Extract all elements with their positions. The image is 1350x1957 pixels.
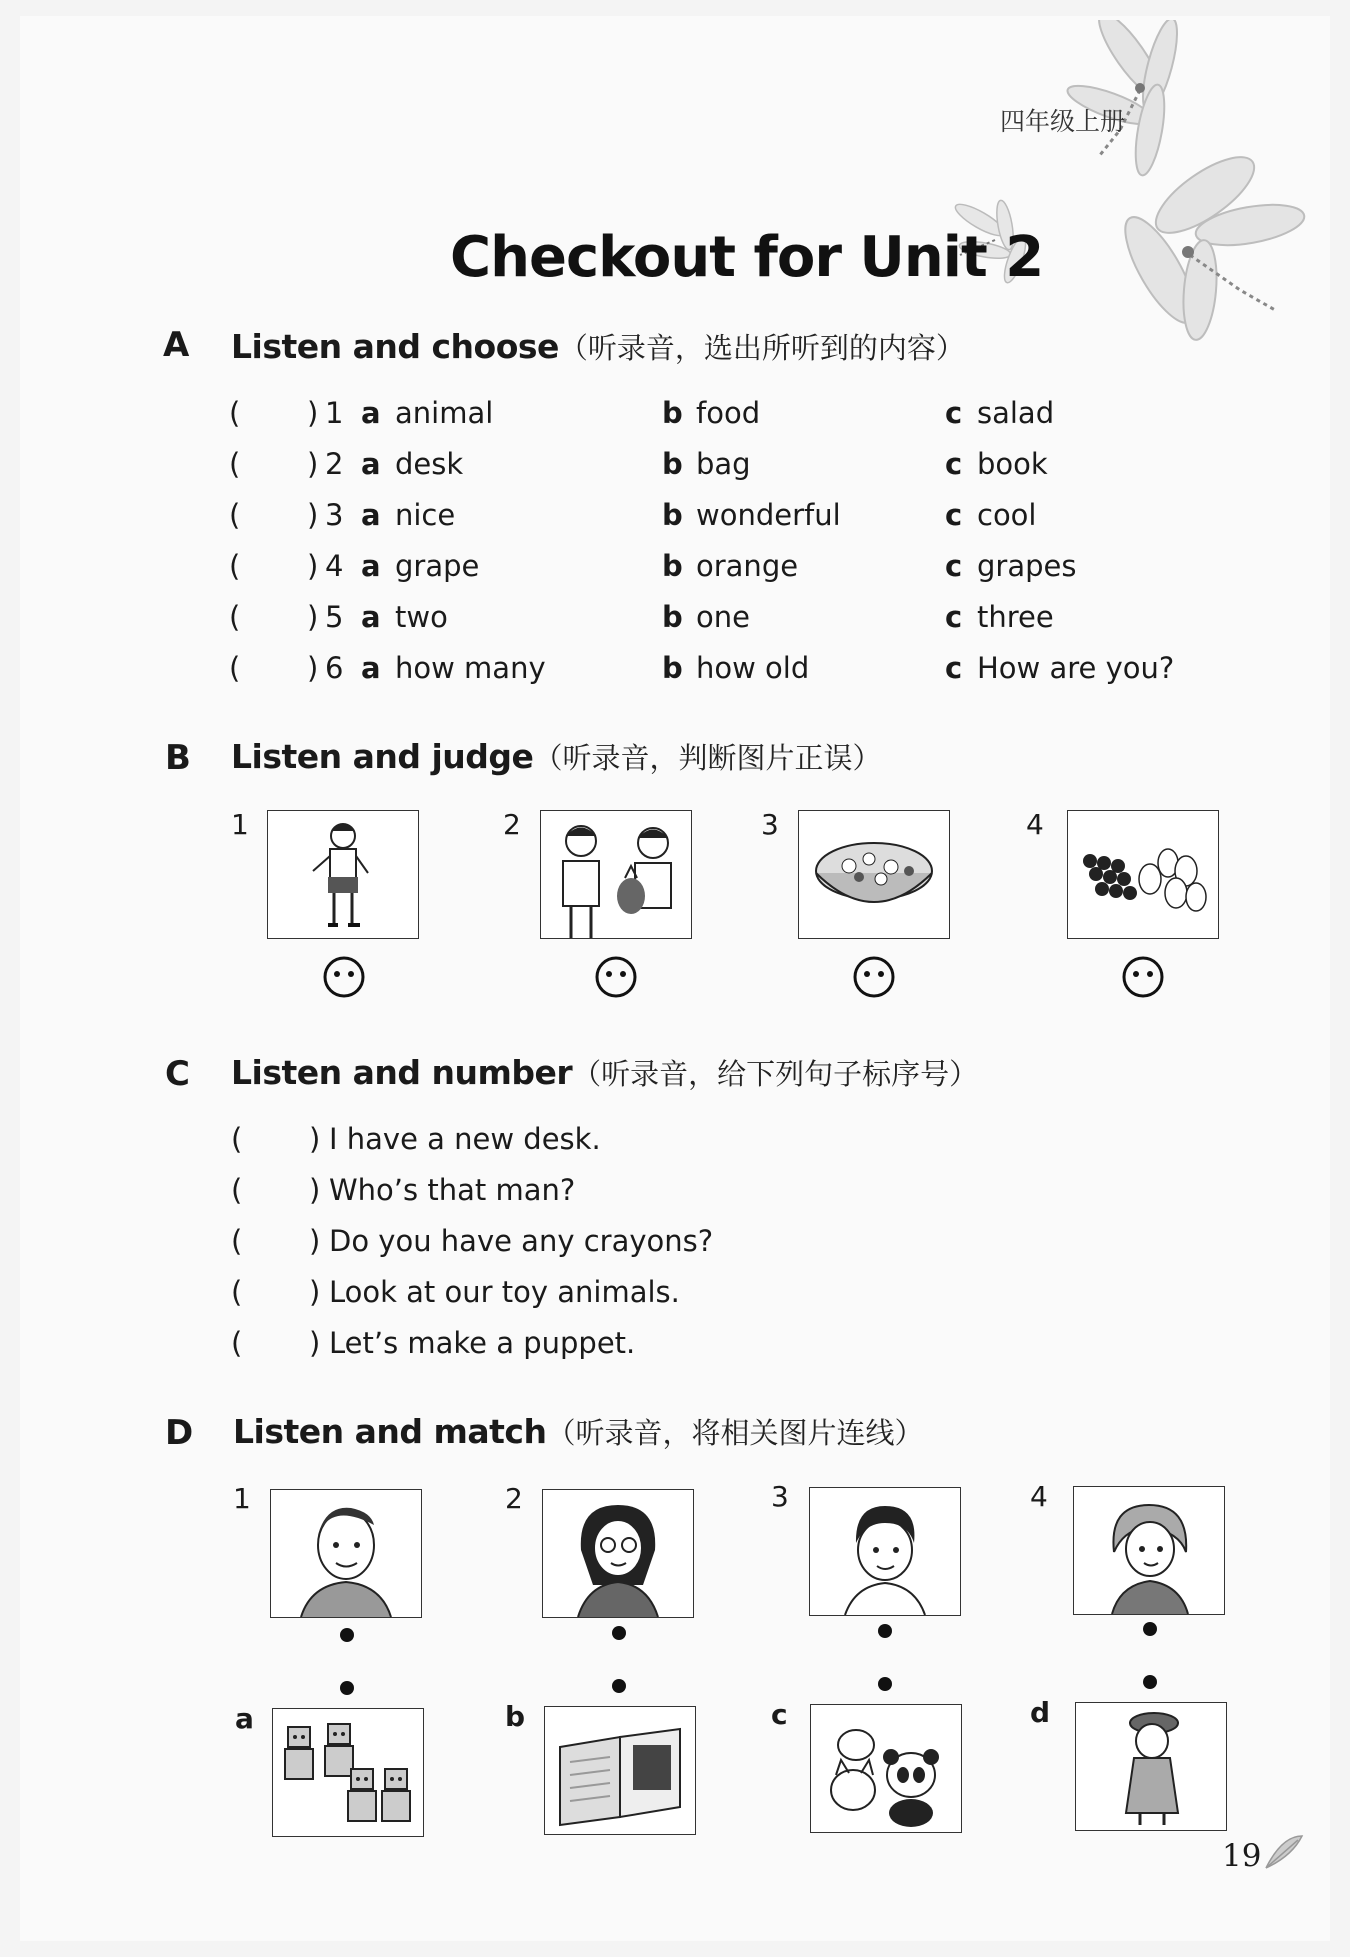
sentence-text: I have a new desk. (329, 1122, 601, 1156)
option-letter: c (945, 498, 963, 532)
choice-row (229, 541, 1229, 592)
choice-row (229, 439, 1229, 490)
smiley-face-icon (322, 955, 366, 999)
number-blank-close: ) (309, 1224, 321, 1258)
option-c-text: salad (977, 396, 1055, 430)
section-letter: C (165, 1054, 190, 1094)
section-c-letter (165, 1054, 190, 1094)
choice-row (229, 643, 1229, 694)
two-boys-pineapple-illustration (540, 810, 692, 939)
figure-number: 3 (761, 808, 779, 841)
option-c-text: cool (977, 498, 1037, 532)
number-blank-close: ) (309, 1275, 321, 1309)
section-title: Listen and judge (231, 737, 534, 776)
option-c-text: grapes (977, 549, 1077, 583)
section-b-letter (165, 738, 191, 778)
match-dot[interactable] (612, 1626, 626, 1640)
option-letter: c (945, 447, 963, 481)
page-number: 19 (1222, 1838, 1262, 1874)
smiley-face-icon (852, 955, 896, 999)
answer-blank-close: ) (307, 549, 319, 583)
option-b-text: wonderful (696, 498, 841, 532)
option-letter: a (361, 396, 381, 430)
number-blank-open[interactable]: ( (231, 1122, 243, 1156)
answer-blank-close: ) (307, 396, 319, 430)
section-letter: D (165, 1413, 194, 1453)
option-letter: b (662, 447, 683, 481)
answer-blank-close: ) (307, 651, 319, 685)
section-note: （听录音，判断图片正误） (533, 741, 882, 775)
option-c-text: three (977, 600, 1054, 634)
number-blank-open[interactable]: ( (231, 1173, 243, 1207)
option-letter: c (945, 651, 963, 685)
section-note: （听录音，给下列句子标序号） (572, 1057, 979, 1091)
option-label: a (235, 1702, 254, 1735)
section-c-list (231, 1114, 1031, 1369)
option-a-text: how many (395, 651, 546, 685)
toy-animals-illustration (810, 1704, 962, 1833)
figure-number: 4 (1026, 808, 1044, 841)
option-label: c (771, 1698, 788, 1731)
answer-blank-open[interactable]: ( (229, 549, 241, 583)
choice-row (229, 490, 1229, 541)
option-letter: b (662, 498, 683, 532)
option-c-text: book (977, 447, 1048, 481)
section-a-heading (163, 325, 189, 365)
figure-number: 2 (503, 808, 521, 841)
sentence-row (231, 1216, 1031, 1267)
smiley-face-icon (594, 955, 638, 999)
match-dot[interactable] (1143, 1622, 1157, 1636)
sentence-row (231, 1267, 1031, 1318)
sentence-text: Do you have any crayons? (329, 1224, 714, 1258)
number-blank-open[interactable]: ( (231, 1326, 243, 1360)
option-letter: b (662, 549, 683, 583)
option-a-text: desk (395, 447, 464, 481)
option-label: b (505, 1700, 526, 1733)
open-book-illustration (544, 1706, 696, 1835)
item-number: 3 (325, 498, 344, 532)
number-blank-open[interactable]: ( (231, 1224, 243, 1258)
number-blank-close: ) (309, 1326, 321, 1360)
figure-number: 1 (231, 808, 249, 841)
answer-blank-open[interactable]: ( (229, 498, 241, 532)
option-c-text: How are you? (977, 651, 1175, 685)
item-number: 6 (325, 651, 344, 685)
toy-robots-illustration (272, 1708, 424, 1837)
smiley-face-icon (1121, 955, 1165, 999)
section-note: （听录音，将相关图片连线） (546, 1416, 924, 1450)
option-b-text: bag (696, 447, 751, 481)
answer-blank-close: ) (307, 447, 319, 481)
option-letter: a (361, 498, 381, 532)
match-dot[interactable] (340, 1681, 354, 1695)
option-letter: a (361, 447, 381, 481)
match-dot[interactable] (1143, 1675, 1157, 1689)
sentence-text: Look at our toy animals. (329, 1275, 680, 1309)
sentence-row (231, 1318, 1031, 1369)
option-a-text: two (395, 600, 448, 634)
option-a-text: animal (395, 396, 494, 430)
salad-bowl-illustration (798, 810, 950, 939)
option-b-text: one (696, 600, 750, 634)
section-c-title (231, 1052, 978, 1093)
figure-number: 1 (233, 1482, 251, 1515)
option-letter: c (945, 549, 963, 583)
section-note: （听录音，选出所听到的内容） (558, 331, 965, 365)
option-label: d (1030, 1696, 1051, 1729)
item-number: 4 (325, 549, 344, 583)
item-number: 2 (325, 447, 344, 481)
section-letter: B (165, 738, 191, 778)
option-a-text: grape (395, 549, 480, 583)
section-title: Listen and match (233, 1412, 547, 1451)
section-b-title (231, 736, 881, 777)
section-a-list (229, 388, 1229, 694)
number-blank-close: ) (309, 1173, 321, 1207)
answer-blank-close: ) (307, 498, 319, 532)
sentence-row (231, 1114, 1031, 1165)
girl-portrait-illustration (1073, 1486, 1225, 1615)
answer-blank-open[interactable]: ( (229, 396, 241, 430)
option-letter: a (361, 600, 381, 634)
figure-number: 2 (505, 1482, 523, 1515)
grapes-pears-illustration (1067, 810, 1219, 939)
option-b-text: how old (696, 651, 810, 685)
answer-blank-close: ) (307, 600, 319, 634)
choice-row (229, 388, 1229, 439)
option-b-text: orange (696, 549, 799, 583)
grade-label: 四年级上册 (1000, 107, 1126, 136)
section-title: Listen and number (231, 1053, 573, 1092)
option-letter: a (361, 651, 381, 685)
page-title: Checkout for Unit 2 (450, 225, 1044, 290)
figure-number: 3 (771, 1480, 789, 1513)
item-number: 5 (325, 600, 344, 634)
option-b-text: food (696, 396, 761, 430)
leaf-decoration-icon (1262, 1832, 1306, 1872)
item-number: 1 (325, 396, 344, 430)
boy-walking-illustration (267, 810, 419, 939)
option-letter: b (662, 600, 683, 634)
sentence-text: Who’s that man? (329, 1173, 576, 1207)
puppet-doll-illustration (1075, 1702, 1227, 1831)
section-letter: A (163, 325, 190, 365)
section-title: Listen and choose (231, 327, 559, 366)
number-blank-close: ) (309, 1122, 321, 1156)
option-letter: b (662, 651, 683, 685)
option-a-text: nice (395, 498, 456, 532)
man-portrait-illustration (270, 1489, 422, 1618)
match-dot[interactable] (878, 1624, 892, 1638)
match-dot[interactable] (612, 1679, 626, 1693)
figure-number: 4 (1030, 1480, 1048, 1513)
section-d-letter (165, 1413, 193, 1453)
option-letter: b (662, 396, 683, 430)
match-dot[interactable] (340, 1628, 354, 1642)
answer-blank-open[interactable]: ( (229, 651, 241, 685)
section-d-title (233, 1411, 924, 1452)
sentence-row (231, 1165, 1031, 1216)
boy-portrait-illustration (809, 1487, 961, 1616)
match-dot[interactable] (878, 1677, 892, 1691)
option-letter: a (361, 549, 381, 583)
sentence-text: Let’s make a puppet. (329, 1326, 636, 1360)
girl-with-glasses-illustration (542, 1489, 694, 1618)
choice-row (229, 592, 1229, 643)
option-letter: c (945, 600, 963, 634)
option-letter: c (945, 396, 963, 430)
answer-blank-open[interactable]: ( (229, 447, 241, 481)
number-blank-open[interactable]: ( (231, 1275, 243, 1309)
answer-blank-open[interactable]: ( (229, 600, 241, 634)
section-a-title (231, 326, 965, 367)
